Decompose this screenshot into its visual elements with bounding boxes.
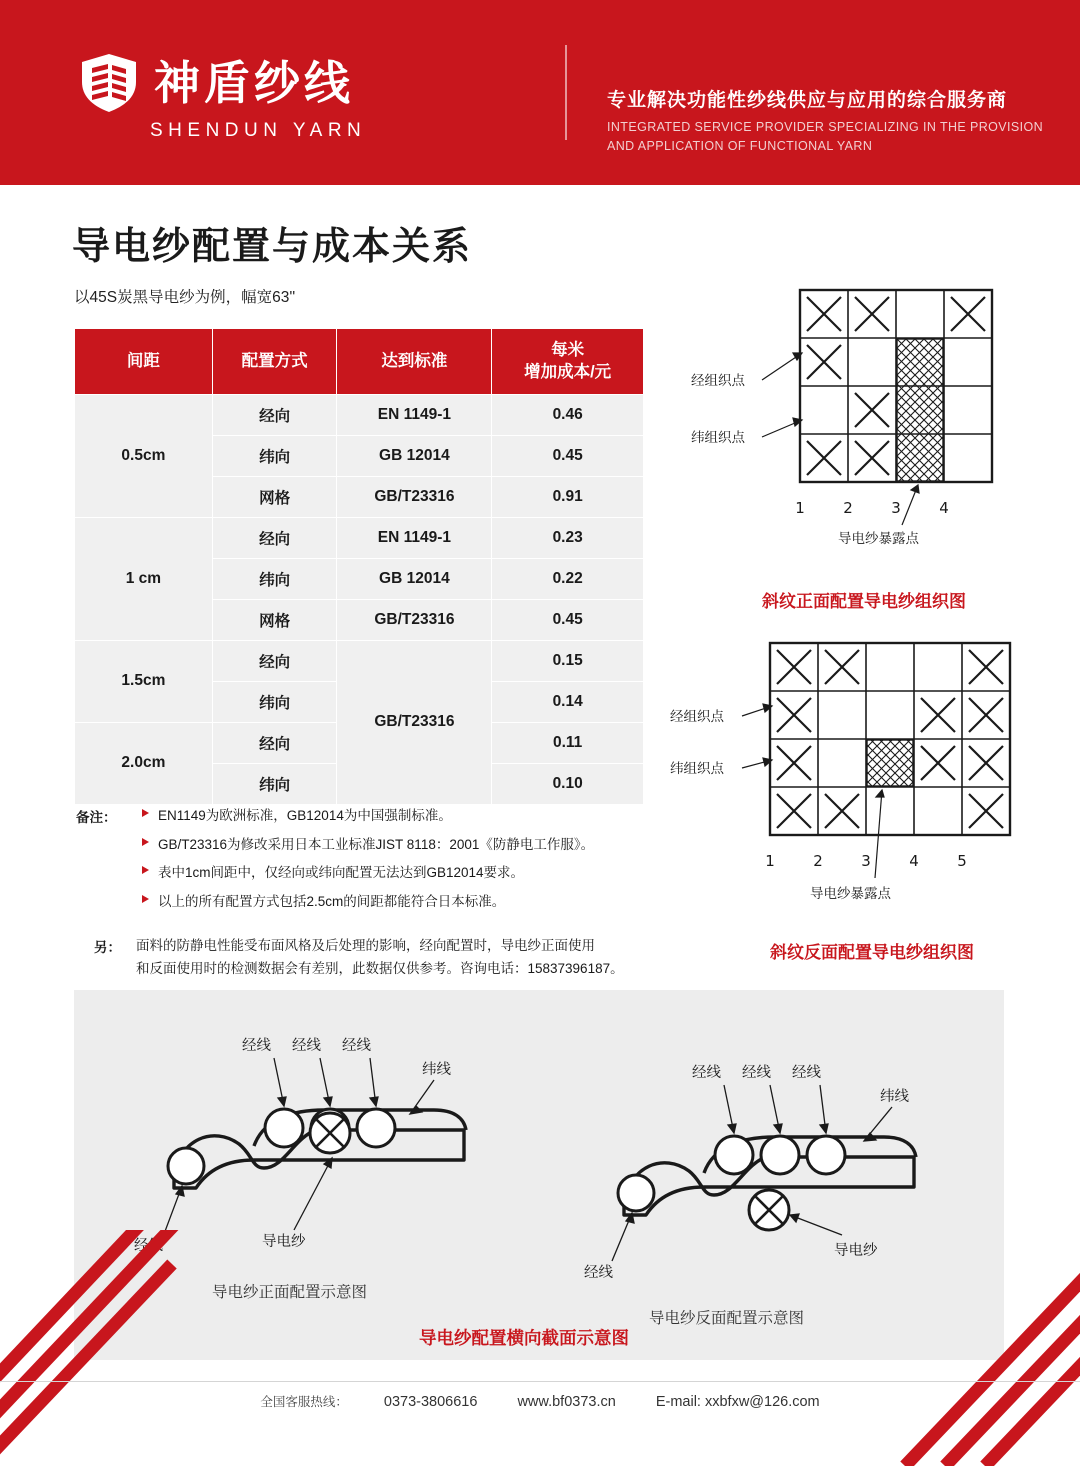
website-link[interactable]: www.bf0373.cn	[517, 1394, 616, 1410]
label-expose-point: 导电纱暴露点	[838, 531, 919, 547]
cell-mode: 网格	[212, 599, 337, 640]
th-mode: 配置方式	[212, 329, 337, 395]
note-item-text: GB/T23316为修改采用日本工业标准JIST 8118：2001《防静电工作服》。	[158, 836, 595, 852]
cell-standard: GB/T23316	[337, 599, 492, 640]
cell-cost: 0.46	[492, 394, 644, 435]
header-slogan-en-line2: AND APPLICATION OF FUNCTIONAL YARN	[607, 138, 873, 153]
svg-text:3: 3	[891, 499, 901, 517]
svg-text:5: 5	[957, 852, 967, 870]
logo-text-en: SHENDUN YARN	[150, 120, 367, 141]
svg-text:1: 1	[765, 852, 775, 870]
svg-text:2: 2	[843, 499, 853, 517]
bullet-triangle-icon	[142, 809, 149, 817]
page-footer	[0, 1392, 1080, 1410]
notes-extra-label: 另：	[94, 940, 121, 955]
svg-text:经线: 经线	[584, 1265, 613, 1281]
notes-label: 备注：	[76, 810, 117, 825]
table-row	[75, 394, 644, 435]
label-expose-point: 导电纱暴露点	[810, 886, 891, 902]
notes-block	[76, 806, 676, 977]
header-slogan-en-line1: INTEGRATED SERVICE PROVIDER SPECIALIZING IN THE PROVISION	[607, 120, 1044, 134]
th-cost	[492, 329, 644, 395]
cell-cost: 0.14	[492, 681, 644, 722]
notes-list	[136, 806, 676, 911]
label-weft-point: 纬组织点	[691, 430, 745, 446]
cell-spacing: 1.5cm	[75, 640, 213, 722]
weave-diagram-back	[670, 638, 1030, 978]
weave-front-svg	[690, 285, 1030, 615]
svg-text:经线: 经线	[242, 1038, 271, 1054]
note-item	[136, 835, 676, 855]
cell-standard: GB/T23316	[337, 476, 492, 517]
cell-cost: 0.45	[492, 599, 644, 640]
cell-mode: 经向	[212, 394, 337, 435]
cell-mode: 纬向	[212, 435, 337, 476]
svg-text:导电纱: 导电纱	[262, 1234, 306, 1250]
email-link[interactable]: E-mail: xxbfxw@126.com	[655, 1394, 820, 1410]
cross-section-front-svg	[134, 1018, 564, 1288]
cell-cost: 0.22	[492, 558, 644, 599]
bullet-triangle-icon	[142, 838, 149, 846]
cross-section-back-svg	[584, 1045, 1014, 1315]
header-slogan-cn: 专业解决功能性纱线供应与应用的综合服务商	[607, 90, 1008, 111]
bullet-triangle-icon	[142, 866, 149, 874]
cell-spacing: 2.0cm	[75, 722, 213, 804]
hotline-number: 0373-3806616	[383, 1394, 478, 1410]
header-divider	[565, 45, 567, 140]
label-warp-point: 经组织点	[691, 373, 745, 389]
label-weft-point: 纬组织点	[670, 761, 724, 777]
brand-logo	[78, 52, 354, 114]
cross-section-back-caption: 导电纱反面配置示意图	[649, 1310, 805, 1327]
note-item-text: 表中1cm间距中，仅经向或纬向配置无法达到GB12014要求。	[158, 865, 525, 881]
svg-text:经线: 经线	[692, 1065, 721, 1081]
footer-divider	[0, 1381, 1080, 1382]
svg-text:2: 2	[813, 852, 823, 870]
cell-mode: 纬向	[212, 763, 337, 804]
svg-text:纬线: 纬线	[422, 1062, 451, 1078]
cell-spacing: 0.5cm	[75, 394, 213, 517]
cell-mode: 经向	[212, 517, 337, 558]
cell-cost: 0.11	[492, 722, 644, 763]
weave-front-caption: 斜纹正面配置导电纱组织图	[762, 592, 966, 611]
th-spacing: 间距	[75, 329, 213, 395]
label-warp-point: 经组织点	[670, 709, 724, 725]
notes-extra-line1: 面料的防静电性能受布面风格及后处理的影响，经向配置时，导电纱正面使用	[136, 938, 595, 953]
cell-standard: EN 1149-1	[337, 394, 492, 435]
svg-text:经线: 经线	[292, 1038, 321, 1054]
cross-section-title: 导电纱配置横向截面示意图	[419, 1328, 629, 1348]
cell-standard: EN 1149-1	[337, 517, 492, 558]
cell-cost: 0.23	[492, 517, 644, 558]
notes-extra-line2: 和反面使用时的检测数据会有差别，此数据仅供参考。咨询电话：15837396187。	[136, 961, 624, 977]
cell-cost: 0.45	[492, 435, 644, 476]
table-row	[75, 640, 644, 681]
svg-text:纬线: 纬线	[880, 1089, 909, 1105]
svg-text:经线: 经线	[134, 1238, 163, 1254]
svg-text:3: 3	[861, 852, 871, 870]
svg-text:导电纱: 导电纱	[834, 1243, 878, 1259]
logo-text-cn: 神盾纱线	[154, 56, 354, 110]
hotline-label: 全国客服热线：	[260, 1395, 348, 1409]
note-item	[136, 892, 676, 912]
svg-text:经线: 经线	[742, 1065, 771, 1081]
page-subtitle: 以45S炭黑导电纱为例，幅宽63''	[74, 289, 296, 306]
svg-text:经线: 经线	[342, 1038, 371, 1054]
svg-text:经线: 经线	[792, 1065, 821, 1081]
weave-diagram-front	[690, 285, 1030, 615]
cell-mode: 经向	[212, 640, 337, 681]
cell-standard-merged: GB/T23316	[337, 640, 492, 804]
cell-mode: 经向	[212, 722, 337, 763]
cell-standard: GB 12014	[337, 558, 492, 599]
weave-back-svg	[670, 638, 1030, 978]
cell-spacing: 1 cm	[75, 517, 213, 640]
weave-back-caption: 斜纹反面配置导电纱组织图	[770, 943, 974, 962]
svg-text:1: 1	[795, 499, 805, 517]
note-item-text: 以上的所有配置方式包括2.5cm的间距都能符合日本标准。	[158, 893, 506, 909]
page-header	[0, 0, 1080, 185]
th-cost-line2: 增加成本/元	[524, 363, 612, 382]
cross-section-panel	[74, 990, 1004, 1360]
note-item	[136, 863, 676, 883]
table-row	[75, 517, 644, 558]
svg-text:4: 4	[939, 499, 949, 517]
note-item	[136, 806, 676, 826]
shield-logo-icon	[78, 52, 140, 114]
table-header-row	[75, 329, 644, 395]
cell-standard: GB 12014	[337, 435, 492, 476]
cost-table	[74, 328, 644, 805]
notes-extra	[136, 934, 681, 980]
cell-cost: 0.91	[492, 476, 644, 517]
cell-mode: 纬向	[212, 558, 337, 599]
th-standard: 达到标准	[337, 329, 492, 395]
cell-mode: 纬向	[212, 681, 337, 722]
th-cost-line1: 每米	[551, 341, 585, 359]
cost-table-wrapper	[74, 328, 644, 805]
page-title: 导电纱配置与成本关系	[72, 226, 473, 268]
svg-text:4: 4	[909, 852, 919, 870]
header-slogan-en	[607, 118, 1043, 156]
cell-mode: 网格	[212, 476, 337, 517]
note-item-text: EN1149为欧洲标准，GB12014为中国强制标准。	[158, 808, 452, 823]
cell-cost: 0.10	[492, 763, 644, 804]
bullet-triangle-icon	[142, 895, 149, 903]
cross-section-front-caption: 导电纱正面配置示意图	[212, 1284, 368, 1301]
cell-cost: 0.15	[492, 640, 644, 681]
